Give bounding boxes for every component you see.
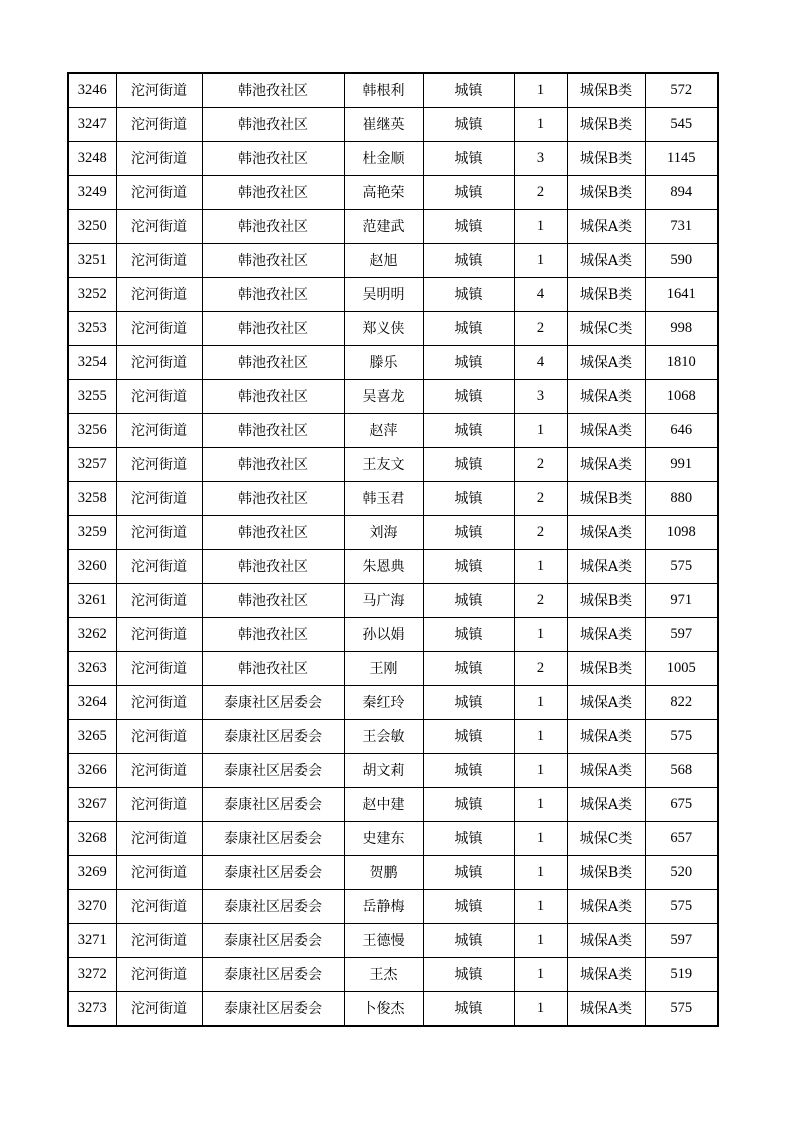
household-type-cell: 城镇 xyxy=(423,584,514,618)
serial-number-cell: 3261 xyxy=(68,584,116,618)
table-row xyxy=(68,176,718,210)
street-cell: 沱河街道 xyxy=(116,312,202,346)
serial-number-cell: 3271 xyxy=(68,924,116,958)
amount-cell: 675 xyxy=(645,788,718,822)
amount-cell: 575 xyxy=(645,550,718,584)
amount-cell: 1068 xyxy=(645,380,718,414)
category-cell: 城保A类 xyxy=(567,754,645,788)
category-cell: 城保A类 xyxy=(567,958,645,992)
household-type-cell: 城镇 xyxy=(423,312,514,346)
household-type-cell: 城镇 xyxy=(423,618,514,652)
family-size-cell: 1 xyxy=(514,992,567,1027)
street-cell: 沱河街道 xyxy=(116,244,202,278)
category-cell: 城保A类 xyxy=(567,788,645,822)
amount-cell: 646 xyxy=(645,414,718,448)
amount-cell: 575 xyxy=(645,890,718,924)
household-type-cell: 城镇 xyxy=(423,176,514,210)
serial-number-cell: 3254 xyxy=(68,346,116,380)
family-size-cell: 1 xyxy=(514,73,567,108)
street-cell: 沱河街道 xyxy=(116,176,202,210)
street-cell: 沱河街道 xyxy=(116,210,202,244)
family-size-cell: 3 xyxy=(514,142,567,176)
amount-cell: 572 xyxy=(645,73,718,108)
community-cell: 泰康社区居委会 xyxy=(202,754,344,788)
serial-number-cell: 3263 xyxy=(68,652,116,686)
family-size-cell: 4 xyxy=(514,278,567,312)
household-type-cell: 城镇 xyxy=(423,686,514,720)
household-type-cell: 城镇 xyxy=(423,380,514,414)
household-type-cell: 城镇 xyxy=(423,754,514,788)
table-row xyxy=(68,312,718,346)
serial-number-cell: 3260 xyxy=(68,550,116,584)
community-cell: 韩池孜社区 xyxy=(202,516,344,550)
community-cell: 泰康社区居委会 xyxy=(202,720,344,754)
table-row xyxy=(68,346,718,380)
community-cell: 泰康社区居委会 xyxy=(202,890,344,924)
community-cell: 韩池孜社区 xyxy=(202,380,344,414)
community-cell: 泰康社区居委会 xyxy=(202,788,344,822)
family-size-cell: 1 xyxy=(514,822,567,856)
community-cell: 韩池孜社区 xyxy=(202,278,344,312)
table-row xyxy=(68,652,718,686)
amount-cell: 971 xyxy=(645,584,718,618)
family-size-cell: 1 xyxy=(514,720,567,754)
name-cell: 刘海 xyxy=(344,516,423,550)
street-cell: 沱河街道 xyxy=(116,958,202,992)
community-cell: 韩池孜社区 xyxy=(202,482,344,516)
category-cell: 城保A类 xyxy=(567,890,645,924)
amount-cell: 1005 xyxy=(645,652,718,686)
category-cell: 城保A类 xyxy=(567,244,645,278)
community-cell: 韩池孜社区 xyxy=(202,176,344,210)
category-cell: 城保A类 xyxy=(567,414,645,448)
amount-cell: 545 xyxy=(645,108,718,142)
name-cell: 赵旭 xyxy=(344,244,423,278)
name-cell: 史建东 xyxy=(344,822,423,856)
name-cell: 滕乐 xyxy=(344,346,423,380)
serial-number-cell: 3250 xyxy=(68,210,116,244)
household-type-cell: 城镇 xyxy=(423,788,514,822)
street-cell: 沱河街道 xyxy=(116,414,202,448)
category-cell: 城保B类 xyxy=(567,108,645,142)
name-cell: 郑义侠 xyxy=(344,312,423,346)
street-cell: 沱河街道 xyxy=(116,584,202,618)
family-size-cell: 1 xyxy=(514,108,567,142)
household-type-cell: 城镇 xyxy=(423,720,514,754)
community-cell: 韩池孜社区 xyxy=(202,448,344,482)
name-cell: 王刚 xyxy=(344,652,423,686)
category-cell: 城保A类 xyxy=(567,924,645,958)
family-size-cell: 1 xyxy=(514,856,567,890)
household-type-cell: 城镇 xyxy=(423,958,514,992)
table-body xyxy=(68,73,718,1026)
household-type-cell: 城镇 xyxy=(423,856,514,890)
street-cell: 沱河街道 xyxy=(116,346,202,380)
community-cell: 韩池孜社区 xyxy=(202,244,344,278)
family-size-cell: 1 xyxy=(514,924,567,958)
community-cell: 韩池孜社区 xyxy=(202,550,344,584)
community-cell: 泰康社区居委会 xyxy=(202,992,344,1027)
category-cell: 城保B类 xyxy=(567,278,645,312)
family-size-cell: 2 xyxy=(514,516,567,550)
amount-cell: 590 xyxy=(645,244,718,278)
community-cell: 韩池孜社区 xyxy=(202,414,344,448)
household-type-cell: 城镇 xyxy=(423,482,514,516)
street-cell: 沱河街道 xyxy=(116,686,202,720)
table-row xyxy=(68,142,718,176)
community-cell: 韩池孜社区 xyxy=(202,142,344,176)
table-row xyxy=(68,210,718,244)
serial-number-cell: 3253 xyxy=(68,312,116,346)
category-cell: 城保B类 xyxy=(567,73,645,108)
table-row xyxy=(68,380,718,414)
household-type-cell: 城镇 xyxy=(423,142,514,176)
street-cell: 沱河街道 xyxy=(116,73,202,108)
serial-number-cell: 3267 xyxy=(68,788,116,822)
street-cell: 沱河街道 xyxy=(116,788,202,822)
household-type-cell: 城镇 xyxy=(423,73,514,108)
table-row xyxy=(68,924,718,958)
serial-number-cell: 3248 xyxy=(68,142,116,176)
street-cell: 沱河街道 xyxy=(116,380,202,414)
name-cell: 王友文 xyxy=(344,448,423,482)
name-cell: 孙以娟 xyxy=(344,618,423,652)
household-type-cell: 城镇 xyxy=(423,448,514,482)
name-cell: 赵萍 xyxy=(344,414,423,448)
name-cell: 赵中建 xyxy=(344,788,423,822)
family-size-cell: 1 xyxy=(514,890,567,924)
category-cell: 城保A类 xyxy=(567,686,645,720)
street-cell: 沱河街道 xyxy=(116,448,202,482)
amount-cell: 520 xyxy=(645,856,718,890)
serial-number-cell: 3270 xyxy=(68,890,116,924)
household-type-cell: 城镇 xyxy=(423,890,514,924)
street-cell: 沱河街道 xyxy=(116,142,202,176)
name-cell: 吴喜龙 xyxy=(344,380,423,414)
category-cell: 城保B类 xyxy=(567,176,645,210)
community-cell: 泰康社区居委会 xyxy=(202,686,344,720)
serial-number-cell: 3251 xyxy=(68,244,116,278)
category-cell: 城保B类 xyxy=(567,142,645,176)
street-cell: 沱河街道 xyxy=(116,924,202,958)
amount-cell: 998 xyxy=(645,312,718,346)
serial-number-cell: 3255 xyxy=(68,380,116,414)
amount-cell: 1098 xyxy=(645,516,718,550)
family-size-cell: 1 xyxy=(514,210,567,244)
name-cell: 范建武 xyxy=(344,210,423,244)
amount-cell: 991 xyxy=(645,448,718,482)
family-size-cell: 2 xyxy=(514,482,567,516)
family-size-cell: 2 xyxy=(514,312,567,346)
street-cell: 沱河街道 xyxy=(116,822,202,856)
family-size-cell: 1 xyxy=(514,686,567,720)
table-row xyxy=(68,73,718,108)
amount-cell: 519 xyxy=(645,958,718,992)
category-cell: 城保B类 xyxy=(567,856,645,890)
household-type-cell: 城镇 xyxy=(423,516,514,550)
name-cell: 卜俊杰 xyxy=(344,992,423,1027)
amount-cell: 880 xyxy=(645,482,718,516)
household-type-cell: 城镇 xyxy=(423,924,514,958)
serial-number-cell: 3268 xyxy=(68,822,116,856)
street-cell: 沱河街道 xyxy=(116,754,202,788)
community-cell: 泰康社区居委会 xyxy=(202,924,344,958)
family-size-cell: 2 xyxy=(514,448,567,482)
allowance-table-container xyxy=(67,72,717,1027)
table-row xyxy=(68,992,718,1027)
amount-cell: 1810 xyxy=(645,346,718,380)
name-cell: 马广海 xyxy=(344,584,423,618)
amount-cell: 1641 xyxy=(645,278,718,312)
community-cell: 韩池孜社区 xyxy=(202,618,344,652)
table-row xyxy=(68,414,718,448)
amount-cell: 894 xyxy=(645,176,718,210)
serial-number-cell: 3269 xyxy=(68,856,116,890)
name-cell: 胡文莉 xyxy=(344,754,423,788)
amount-cell: 575 xyxy=(645,992,718,1027)
amount-cell: 597 xyxy=(645,924,718,958)
serial-number-cell: 3265 xyxy=(68,720,116,754)
serial-number-cell: 3264 xyxy=(68,686,116,720)
community-cell: 韩池孜社区 xyxy=(202,73,344,108)
street-cell: 沱河街道 xyxy=(116,992,202,1027)
name-cell: 吴明明 xyxy=(344,278,423,312)
category-cell: 城保A类 xyxy=(567,720,645,754)
name-cell: 岳静梅 xyxy=(344,890,423,924)
category-cell: 城保B类 xyxy=(567,482,645,516)
community-cell: 韩池孜社区 xyxy=(202,584,344,618)
table-row xyxy=(68,482,718,516)
community-cell: 泰康社区居委会 xyxy=(202,856,344,890)
category-cell: 城保B类 xyxy=(567,584,645,618)
street-cell: 沱河街道 xyxy=(116,278,202,312)
name-cell: 秦红玲 xyxy=(344,686,423,720)
family-size-cell: 4 xyxy=(514,346,567,380)
street-cell: 沱河街道 xyxy=(116,482,202,516)
community-cell: 韩池孜社区 xyxy=(202,312,344,346)
amount-cell: 822 xyxy=(645,686,718,720)
community-cell: 韩池孜社区 xyxy=(202,346,344,380)
family-size-cell: 1 xyxy=(514,244,567,278)
household-type-cell: 城镇 xyxy=(423,108,514,142)
serial-number-cell: 3246 xyxy=(68,73,116,108)
category-cell: 城保A类 xyxy=(567,550,645,584)
street-cell: 沱河街道 xyxy=(116,516,202,550)
street-cell: 沱河街道 xyxy=(116,618,202,652)
name-cell: 高艳荣 xyxy=(344,176,423,210)
table-row xyxy=(68,720,718,754)
family-size-cell: 2 xyxy=(514,176,567,210)
amount-cell: 1145 xyxy=(645,142,718,176)
table-row xyxy=(68,754,718,788)
table-row xyxy=(68,686,718,720)
household-type-cell: 城镇 xyxy=(423,244,514,278)
family-size-cell: 2 xyxy=(514,584,567,618)
table-row xyxy=(68,516,718,550)
street-cell: 沱河街道 xyxy=(116,890,202,924)
family-size-cell: 1 xyxy=(514,754,567,788)
category-cell: 城保A类 xyxy=(567,448,645,482)
serial-number-cell: 3247 xyxy=(68,108,116,142)
name-cell: 韩根利 xyxy=(344,73,423,108)
family-size-cell: 1 xyxy=(514,550,567,584)
serial-number-cell: 3256 xyxy=(68,414,116,448)
table-row xyxy=(68,108,718,142)
serial-number-cell: 3272 xyxy=(68,958,116,992)
name-cell: 崔继英 xyxy=(344,108,423,142)
household-type-cell: 城镇 xyxy=(423,822,514,856)
serial-number-cell: 3262 xyxy=(68,618,116,652)
category-cell: 城保A类 xyxy=(567,992,645,1027)
table-row xyxy=(68,618,718,652)
name-cell: 朱恩典 xyxy=(344,550,423,584)
household-type-cell: 城镇 xyxy=(423,278,514,312)
name-cell: 贺鹏 xyxy=(344,856,423,890)
category-cell: 城保A类 xyxy=(567,380,645,414)
table-row xyxy=(68,448,718,482)
name-cell: 王杰 xyxy=(344,958,423,992)
family-size-cell: 2 xyxy=(514,652,567,686)
name-cell: 王会敏 xyxy=(344,720,423,754)
table-row xyxy=(68,244,718,278)
household-type-cell: 城镇 xyxy=(423,346,514,380)
name-cell: 王德慢 xyxy=(344,924,423,958)
household-type-cell: 城镇 xyxy=(423,992,514,1027)
serial-number-cell: 3257 xyxy=(68,448,116,482)
household-type-cell: 城镇 xyxy=(423,652,514,686)
household-type-cell: 城镇 xyxy=(423,210,514,244)
serial-number-cell: 3249 xyxy=(68,176,116,210)
community-cell: 韩池孜社区 xyxy=(202,652,344,686)
category-cell: 城保A类 xyxy=(567,618,645,652)
name-cell: 韩玉君 xyxy=(344,482,423,516)
community-cell: 泰康社区居委会 xyxy=(202,958,344,992)
serial-number-cell: 3258 xyxy=(68,482,116,516)
serial-number-cell: 3266 xyxy=(68,754,116,788)
family-size-cell: 1 xyxy=(514,788,567,822)
street-cell: 沱河街道 xyxy=(116,550,202,584)
serial-number-cell: 3259 xyxy=(68,516,116,550)
allowance-table xyxy=(67,72,719,1027)
street-cell: 沱河街道 xyxy=(116,652,202,686)
family-size-cell: 1 xyxy=(514,414,567,448)
table-row xyxy=(68,822,718,856)
amount-cell: 597 xyxy=(645,618,718,652)
amount-cell: 731 xyxy=(645,210,718,244)
household-type-cell: 城镇 xyxy=(423,414,514,448)
amount-cell: 657 xyxy=(645,822,718,856)
table-row xyxy=(68,890,718,924)
family-size-cell: 1 xyxy=(514,958,567,992)
category-cell: 城保A类 xyxy=(567,346,645,380)
street-cell: 沱河街道 xyxy=(116,856,202,890)
table-row xyxy=(68,788,718,822)
household-type-cell: 城镇 xyxy=(423,550,514,584)
table-row xyxy=(68,856,718,890)
category-cell: 城保A类 xyxy=(567,516,645,550)
community-cell: 韩池孜社区 xyxy=(202,210,344,244)
family-size-cell: 3 xyxy=(514,380,567,414)
community-cell: 韩池孜社区 xyxy=(202,108,344,142)
family-size-cell: 1 xyxy=(514,618,567,652)
category-cell: 城保C类 xyxy=(567,822,645,856)
table-row xyxy=(68,958,718,992)
amount-cell: 575 xyxy=(645,720,718,754)
name-cell: 杜金顺 xyxy=(344,142,423,176)
table-row xyxy=(68,278,718,312)
street-cell: 沱河街道 xyxy=(116,720,202,754)
category-cell: 城保B类 xyxy=(567,652,645,686)
serial-number-cell: 3273 xyxy=(68,992,116,1027)
street-cell: 沱河街道 xyxy=(116,108,202,142)
table-row xyxy=(68,550,718,584)
category-cell: 城保A类 xyxy=(567,210,645,244)
table-row xyxy=(68,584,718,618)
category-cell: 城保C类 xyxy=(567,312,645,346)
amount-cell: 568 xyxy=(645,754,718,788)
community-cell: 泰康社区居委会 xyxy=(202,822,344,856)
serial-number-cell: 3252 xyxy=(68,278,116,312)
